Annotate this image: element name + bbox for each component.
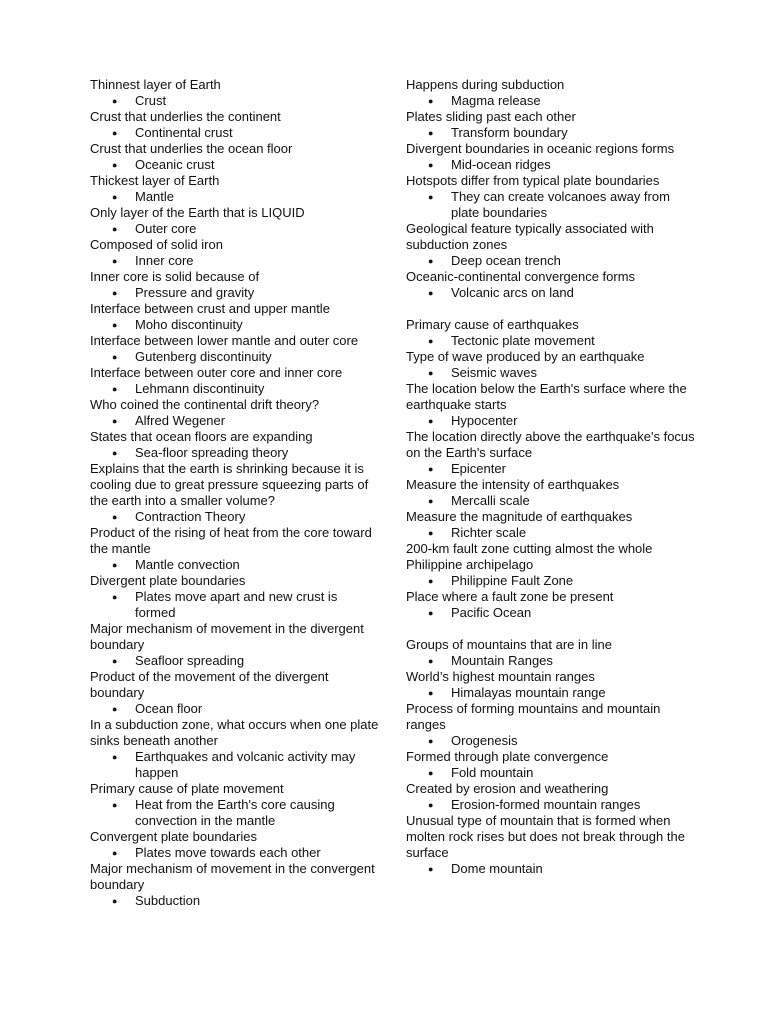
answer-bullet-item: ● Fold mountain [406,765,696,781]
answer-bullet-item: ● Inner core [90,253,380,269]
answer-bullet-item: ● Pacific Ocean [406,605,696,621]
answer-bullet-item: ● Philippine Fault Zone [406,573,696,589]
answer-bullet-item: ● Earthquakes and volcanic activity may happen [90,749,380,781]
question-text: Hotspots differ from typical plate boundaries [406,173,660,188]
question-text: Primary cause of plate movement [90,781,284,796]
answer-bullet-item: ● Seafloor spreading [90,653,380,669]
answer-bullet-item: ● Subduction [90,893,380,909]
answer-bullet-item: ● Mercalli scale [406,493,696,509]
question-text: Place where a fault zone be present [406,589,614,604]
answer-bullet-item: ● Mid-ocean ridges [406,157,696,173]
question-text: Major mechanism of movement in the divergent boundary [90,621,364,652]
answer-bullet-item: ● Volcanic arcs on land [406,285,696,301]
answer-bullet-item: ● Outer core [90,221,380,237]
question-text: Product of the rising of heat from the core toward the mantle [90,525,372,556]
answer-bullet-item: ● Contraction Theory [90,509,380,525]
question-text: Geological feature typically associated with subduction zones [406,221,654,252]
question-text: Happens during subduction [406,77,565,92]
answer-bullet-item: ● Epicenter [406,461,696,477]
question-text: Crust that underlies the ocean floor [90,141,293,156]
question-text: The location directly above the earthquake's focus on the Earth's surface [406,429,695,460]
question-text: Inner core is solid because of [90,269,260,284]
answer-bullet-item: ● Magma release [406,93,696,109]
question-text: Primary cause of earthquakes [406,317,579,332]
answer-bullet-item: ● Seismic waves [406,365,696,381]
question-text: Thickest layer of Earth [90,173,220,188]
question-text: Interface between crust and upper mantle [90,301,330,316]
answer-bullet-item: ● Gutenberg discontinuity [90,349,380,365]
question-text: In a subduction zone, what occurs when one plate sinks beneath another [90,717,379,748]
question-text: Interface between outer core and inner core [90,365,343,380]
section-spacer [406,301,696,317]
answer-bullet-item: ● Erosion-formed mountain ranges [406,797,696,813]
answer-bullet-item: ● Deep ocean trench [406,253,696,269]
section-spacer [406,621,696,637]
question-text: The location below the Earth's surface where the earthquake starts [406,381,687,412]
answer-bullet-item: ● Continental crust [90,125,380,141]
answer-bullet-item: ● Mountain Ranges [406,653,696,669]
left-column [90,77,380,909]
answer-bullet-item: ● Lehmann discontinuity [90,381,380,397]
question-text: Crust that underlies the continent [90,109,281,124]
answer-bullet-item: ● Crust [90,93,380,109]
question-text: Convergent plate boundaries [90,829,257,844]
question-text: Groups of mountains that are in line [406,637,612,652]
question-text: Plates sliding past each other [406,109,576,124]
answer-bullet-item: ● Plates move apart and new crust is formed [90,589,380,621]
question-text: Process of forming mountains and mountain ranges [406,701,661,732]
question-text: Major mechanism of movement in the convergent boundary [90,861,375,892]
answer-bullet-item: ● Sea-floor spreading theory [90,445,380,461]
answer-bullet-item: ● Tectonic plate movement [406,333,696,349]
question-text: Measure the magnitude of earthquakes [406,509,633,524]
question-text: Explains that the earth is shrinking because it is cooling due to great pressure squeezing parts of the earth into a smaller volume? [90,461,369,508]
question-text: Type of wave produced by an earthquake [406,349,645,364]
question-text: Who coined the continental drift theory? [90,397,320,412]
question-text: Formed through plate convergence [406,749,609,764]
answer-bullet-item: ● Transform boundary [406,125,696,141]
question-text: Divergent plate boundaries [90,573,246,588]
question-text: Thinnest layer of Earth [90,77,221,92]
answer-bullet-item: ● Mantle [90,189,380,205]
question-text: Interface between lower mantle and outer core [90,333,359,348]
answer-bullet-item: ● Pressure and gravity [90,285,380,301]
answer-bullet-item: ● Himalayas mountain range [406,685,696,701]
answer-bullet-item: ● Heat from the Earth's core causing convection in the mantle [90,797,380,829]
question-text: Product of the movement of the divergent boundary [90,669,329,700]
right-column [406,77,696,877]
answer-bullet-item: ● Mantle convection [90,557,380,573]
answer-bullet-item: ● Plates move towards each other [90,845,380,861]
question-text: Measure the intensity of earthquakes [406,477,620,492]
question-text: Unusual type of mountain that is formed when molten rock rises but does not break through the surface [406,813,685,860]
answer-bullet-item: ● Orogenesis [406,733,696,749]
answer-bullet-item: ● Dome mountain [406,861,696,877]
answer-bullet-item: ● Richter scale [406,525,696,541]
question-text: Created by erosion and weathering [406,781,609,796]
question-text: Oceanic-continental convergence forms [406,269,636,284]
question-text: Divergent boundaries in oceanic regions forms [406,141,675,156]
question-text: World’s highest mountain ranges [406,669,595,684]
question-text: 200-km fault zone cutting almost the whole Philippine archipelago [406,541,653,572]
answer-bullet-item: ● Oceanic crust [90,157,380,173]
answer-bullet-item: ● They can create volcanoes away from plate boundaries [406,189,696,221]
answer-bullet-item: ● Alfred Wegener [90,413,380,429]
question-text: Composed of solid iron [90,237,223,252]
answer-bullet-item: ● Moho discontinuity [90,317,380,333]
question-text: Only layer of the Earth that is LIQUID [90,205,305,220]
answer-bullet-item: ● Hypocenter [406,413,696,429]
question-text: States that ocean floors are expanding [90,429,313,444]
answer-bullet-item: ● Ocean floor [90,701,380,717]
